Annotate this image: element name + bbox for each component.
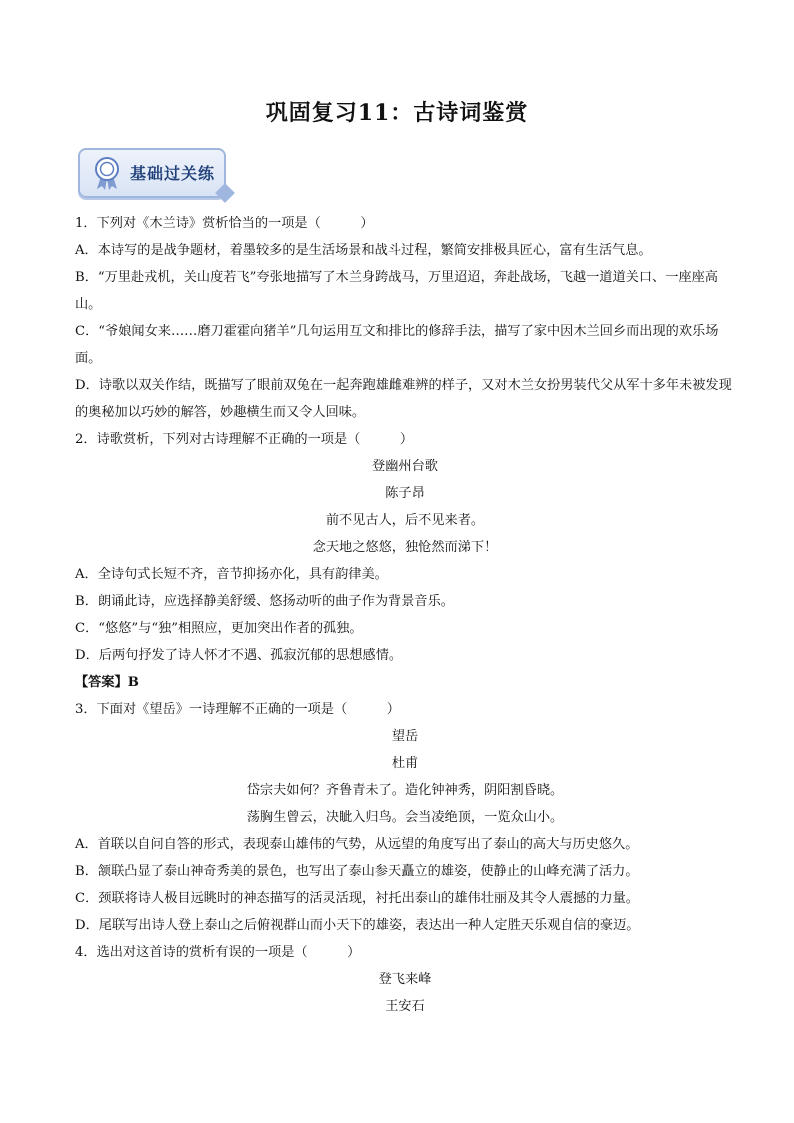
q3-poem-author: 杜甫 <box>391 756 419 771</box>
q4-stem: 4．选出对这首诗的赏析有误的一项是（ ） <box>75 945 361 960</box>
q1-stem: 1．下列对《木兰诗》赏析恰当的一项是（ ） <box>75 216 374 231</box>
q2-poem-line: 前不见古人，后不见来者。 <box>325 513 485 528</box>
q2-stem: 2．诗歌赏析，下列对古诗理解不正确的一项是（ ） <box>75 432 414 447</box>
q3-poem-line: 荡胸生曾云，决眦入归鸟。会当凌绝顶，一览众山小。 <box>246 810 564 825</box>
q2-poem-author: 陈子昂 <box>385 486 425 501</box>
q2-option-a: A．全诗句式长短不齐，音节抑扬亦化，具有韵律美。 <box>75 567 388 582</box>
q2-option-b: B．朗诵此诗，应选择静美舒缓、悠扬动听的曲子作为背景音乐。 <box>75 594 454 609</box>
q2-option-c: C．“悠悠”与“独”相照应，更加突出作者的孤独。 <box>75 621 363 636</box>
q4-poem-author: 王安石 <box>385 999 425 1014</box>
section-badge <box>78 148 226 198</box>
q1-option-d: D．诗歌以双关作结，既描写了眼前双兔在一起奔跑雄雌难辨的样子，又对木兰女扮男装代父从军十多年未被发现的奥秘加以巧妙的解答，妙趣横生而又令人回味。 <box>75 378 732 420</box>
medal-icon <box>92 156 122 190</box>
q1-option-c: C．“爷娘闻女来……磨刀霍霍向猪羊”几句运用互文和排比的修辞手法，描写了家中因木兰回乡而出现的欢乐场面。 <box>75 324 719 366</box>
q3-poem-title: 望岳 <box>391 729 419 744</box>
q2-poem-line: 念天地之悠悠，独怆然而涕下！ <box>312 540 498 555</box>
q1-option-a: A．本诗写的是战争题材，着墨较多的是生活场景和战斗过程，繁简安排极具匠心，富有生活气息。 <box>75 243 652 258</box>
section-label: 基础过关练 <box>130 164 216 183</box>
q4-poem-title: 登飞来峰 <box>378 972 432 987</box>
q2-answer: 【答案】B <box>75 675 139 690</box>
q2-option-d: D．后两句抒发了诗人怀才不遇、孤寂沉郁的思想感情。 <box>75 648 403 663</box>
page-title: 巩固复习11：古诗词鉴赏 <box>265 100 529 126</box>
question-list <box>75 210 735 1020</box>
q3-option-d: D．尾联写出诗人登上泰山之后俯视群山而小天下的雄姿，表达出一种人定胜天乐观自信的豪迈。 <box>75 918 640 933</box>
q2-poem-title: 登幽州台歌 <box>372 459 438 474</box>
q3-poem-line: 岱宗夫如何？齐鲁青未了。造化钟神秀，阴阳割昏晓。 <box>246 783 564 798</box>
q3-option-c: C．颈联将诗人极目远眺时的神态描写的活灵活现，衬托出泰山的雄伟壮丽及其令人震撼的力量。 <box>75 891 639 906</box>
q3-option-b: B．颔联凸显了泰山神奇秀美的景色，也写出了泰山参天矗立的雄姿，使静止的山峰充满了活力。 <box>75 864 639 879</box>
badge-corner-decoration <box>215 183 235 203</box>
q1-option-b: B．“万里赴戎机，关山度若飞”夸张地描写了木兰身跨战马，万里迢迢，奔赴战场，飞越一道道关口、一座座高山。 <box>75 270 718 312</box>
q3-stem: 3．下面对《望岳》一诗理解不正确的一项是（ ） <box>75 702 400 717</box>
q3-option-a: A．首联以自问自答的形式，表现泰山雄伟的气势，从远望的角度写出了泰山的高大与历史悠久。 <box>75 837 639 852</box>
